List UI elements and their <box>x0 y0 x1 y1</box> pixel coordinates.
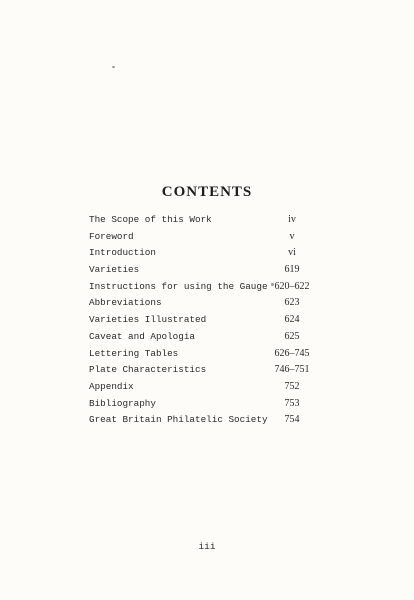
toc-entry-page: 619 <box>284 264 300 276</box>
toc-entry-page: 624 <box>284 314 300 326</box>
toc-entry-page: 746–751 <box>274 364 310 376</box>
toc-entry-title: The Scope of this Work <box>89 214 212 225</box>
paper-speck <box>112 66 115 68</box>
toc-entry <box>89 245 329 262</box>
toc-entry-title: Appendix <box>89 380 134 392</box>
toc-entry <box>89 212 329 229</box>
toc-entry-title: Varieties Illustrated <box>89 314 207 326</box>
toc-entry <box>89 262 329 279</box>
toc-entry-title: Abbreviations <box>89 297 162 309</box>
toc-entry-page: 754 <box>284 414 300 426</box>
toc-entry-page: 620–622 <box>274 280 310 292</box>
toc-entry-page: iv <box>288 214 296 225</box>
toc-entry <box>89 312 329 329</box>
toc-entry-page: 752 <box>284 380 300 392</box>
toc-entry <box>89 329 329 346</box>
toc-entry-page: 753 <box>284 397 300 409</box>
toc-entry <box>89 346 329 363</box>
toc-entry <box>89 379 329 396</box>
toc-entry-title: Plate Characteristics <box>89 364 207 376</box>
toc-entry <box>89 295 329 312</box>
toc-entry-title: Great Britain Philatelic Society <box>89 414 268 426</box>
toc-entry <box>89 229 329 246</box>
toc-entry <box>89 412 329 429</box>
toc-entry-title: Foreword <box>89 230 134 242</box>
toc-entry-page: vi <box>288 247 296 259</box>
toc-entry-page: v <box>289 230 295 242</box>
toc-entry-title: Instructions for using the Gauge <box>89 280 268 292</box>
toc-entry-title: Bibliography <box>89 397 156 409</box>
page-number: iii <box>198 541 216 552</box>
toc-entry-title: Varieties <box>89 264 140 276</box>
table-of-contents <box>89 212 329 429</box>
toc-entry-page: 626–745 <box>274 347 310 359</box>
toc-entry-page: 623 <box>284 297 300 309</box>
toc-entry-title: Lettering Tables <box>89 347 179 359</box>
toc-entry <box>89 396 329 413</box>
toc-entry-page: 625 <box>284 330 300 342</box>
toc-entry-title: Introduction <box>89 247 156 259</box>
toc-entry-title: Caveat and Apologia <box>89 330 196 342</box>
toc-entry <box>89 362 329 379</box>
toc-entry <box>89 279 329 296</box>
contents-heading: CONTENTS <box>161 184 253 200</box>
